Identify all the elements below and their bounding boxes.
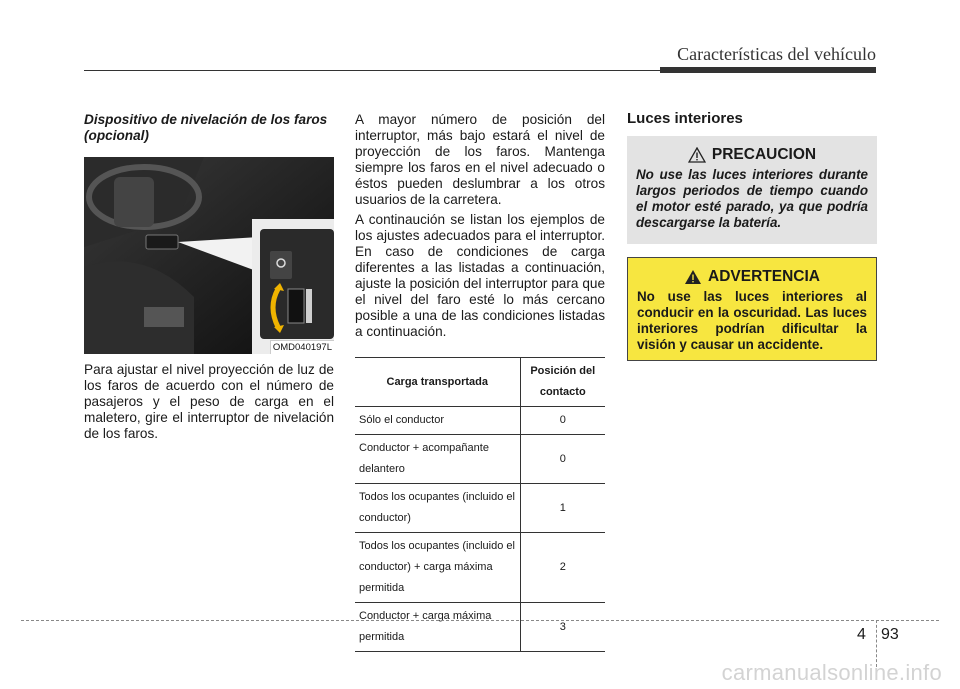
caution-body: No use las luces interiores durante largos periodos de tiempo cuando el motor esté parado, ya que podría descargarse la batería. bbox=[636, 167, 868, 230]
warning-title-row bbox=[637, 268, 867, 286]
right-column bbox=[627, 110, 877, 361]
table-header-row bbox=[355, 358, 605, 407]
table-cell-load: Conductor + acompañante delantero bbox=[355, 435, 520, 484]
dashboard-photo-illustration bbox=[84, 157, 334, 354]
table-cell-load: Conductor + carga máxima permitida bbox=[355, 603, 520, 652]
warning-title: ADVERTENCIA bbox=[708, 268, 820, 285]
headlamp-leveling-figure bbox=[84, 157, 334, 354]
chapter-number: 4 bbox=[857, 626, 866, 643]
leveling-subheading: Dispositivo de nivelación de los faros (opcional) bbox=[84, 112, 328, 143]
warning-body: No use las luces interiores al conducir en la oscuridad. Las luces interiores podrían dificultar la visión y causar un accidente. bbox=[637, 289, 867, 352]
warning-triangle-icon bbox=[684, 269, 702, 285]
table-cell-load: Sólo el conductor bbox=[355, 407, 520, 435]
table-cell-load: Todos los ocupantes (incluido el conductor) + carga máxima permitida bbox=[355, 533, 520, 603]
caution-box bbox=[627, 136, 877, 244]
table-header-position: Posición del contacto bbox=[520, 358, 605, 407]
footer-rule bbox=[21, 620, 939, 621]
table-row bbox=[355, 603, 605, 652]
table-cell-position: 2 bbox=[520, 533, 605, 603]
table-row bbox=[355, 533, 605, 603]
left-column bbox=[84, 112, 334, 442]
table-row bbox=[355, 407, 605, 435]
interior-lights-title: Luces interiores bbox=[627, 110, 743, 127]
page-number: 93 bbox=[881, 626, 899, 643]
caution-triangle-icon bbox=[688, 147, 706, 163]
watermark: carmanualsonline.info bbox=[721, 660, 942, 685]
table-cell-position: 0 bbox=[520, 435, 605, 484]
page-header-title: Características del vehículo bbox=[677, 44, 876, 64]
leveling-paragraph: Para ajustar el nivel proyección de luz de los faros de acuerdo con el número de pasajeros y el peso de carga en el maletero, gire el interruptor de nivelación de los faros. bbox=[84, 362, 334, 441]
table-cell-position: 1 bbox=[520, 484, 605, 533]
load-position-table bbox=[355, 357, 605, 652]
warning-box bbox=[627, 257, 877, 361]
table-row bbox=[355, 484, 605, 533]
table-row bbox=[355, 435, 605, 484]
caution-title-row bbox=[636, 146, 868, 164]
table-cell-load: Todos los ocupantes (incluido el conductor) bbox=[355, 484, 520, 533]
header-bar bbox=[660, 67, 876, 73]
middle-column bbox=[355, 110, 605, 652]
middle-paragraph-1: A mayor número de posición del interruptor, más bajo estará el nivel de proyección de los faros. Mantenga siempre los faros en el nivel adecuado o éstos pueden deslumbrar a los otros usuarios de la carretera. bbox=[355, 112, 605, 207]
middle-paragraph-2: A continaución se listan los ejemplos de los ajustes adecuados para el interruptor. En caso de condiciones de carga diferentes a las listadas a continuación, ajuste la posición del interruptor para que el nivel del faro esté lo más cercano posible a una de las condiciones listadas a continuación. bbox=[355, 212, 605, 339]
figure-caption: OMD040197L bbox=[270, 340, 334, 354]
table-cell-position: 0 bbox=[520, 407, 605, 435]
table-header-load: Carga transportada bbox=[355, 358, 520, 407]
table-cell-position: 3 bbox=[520, 603, 605, 652]
caution-title: PRECAUCION bbox=[711, 146, 817, 163]
